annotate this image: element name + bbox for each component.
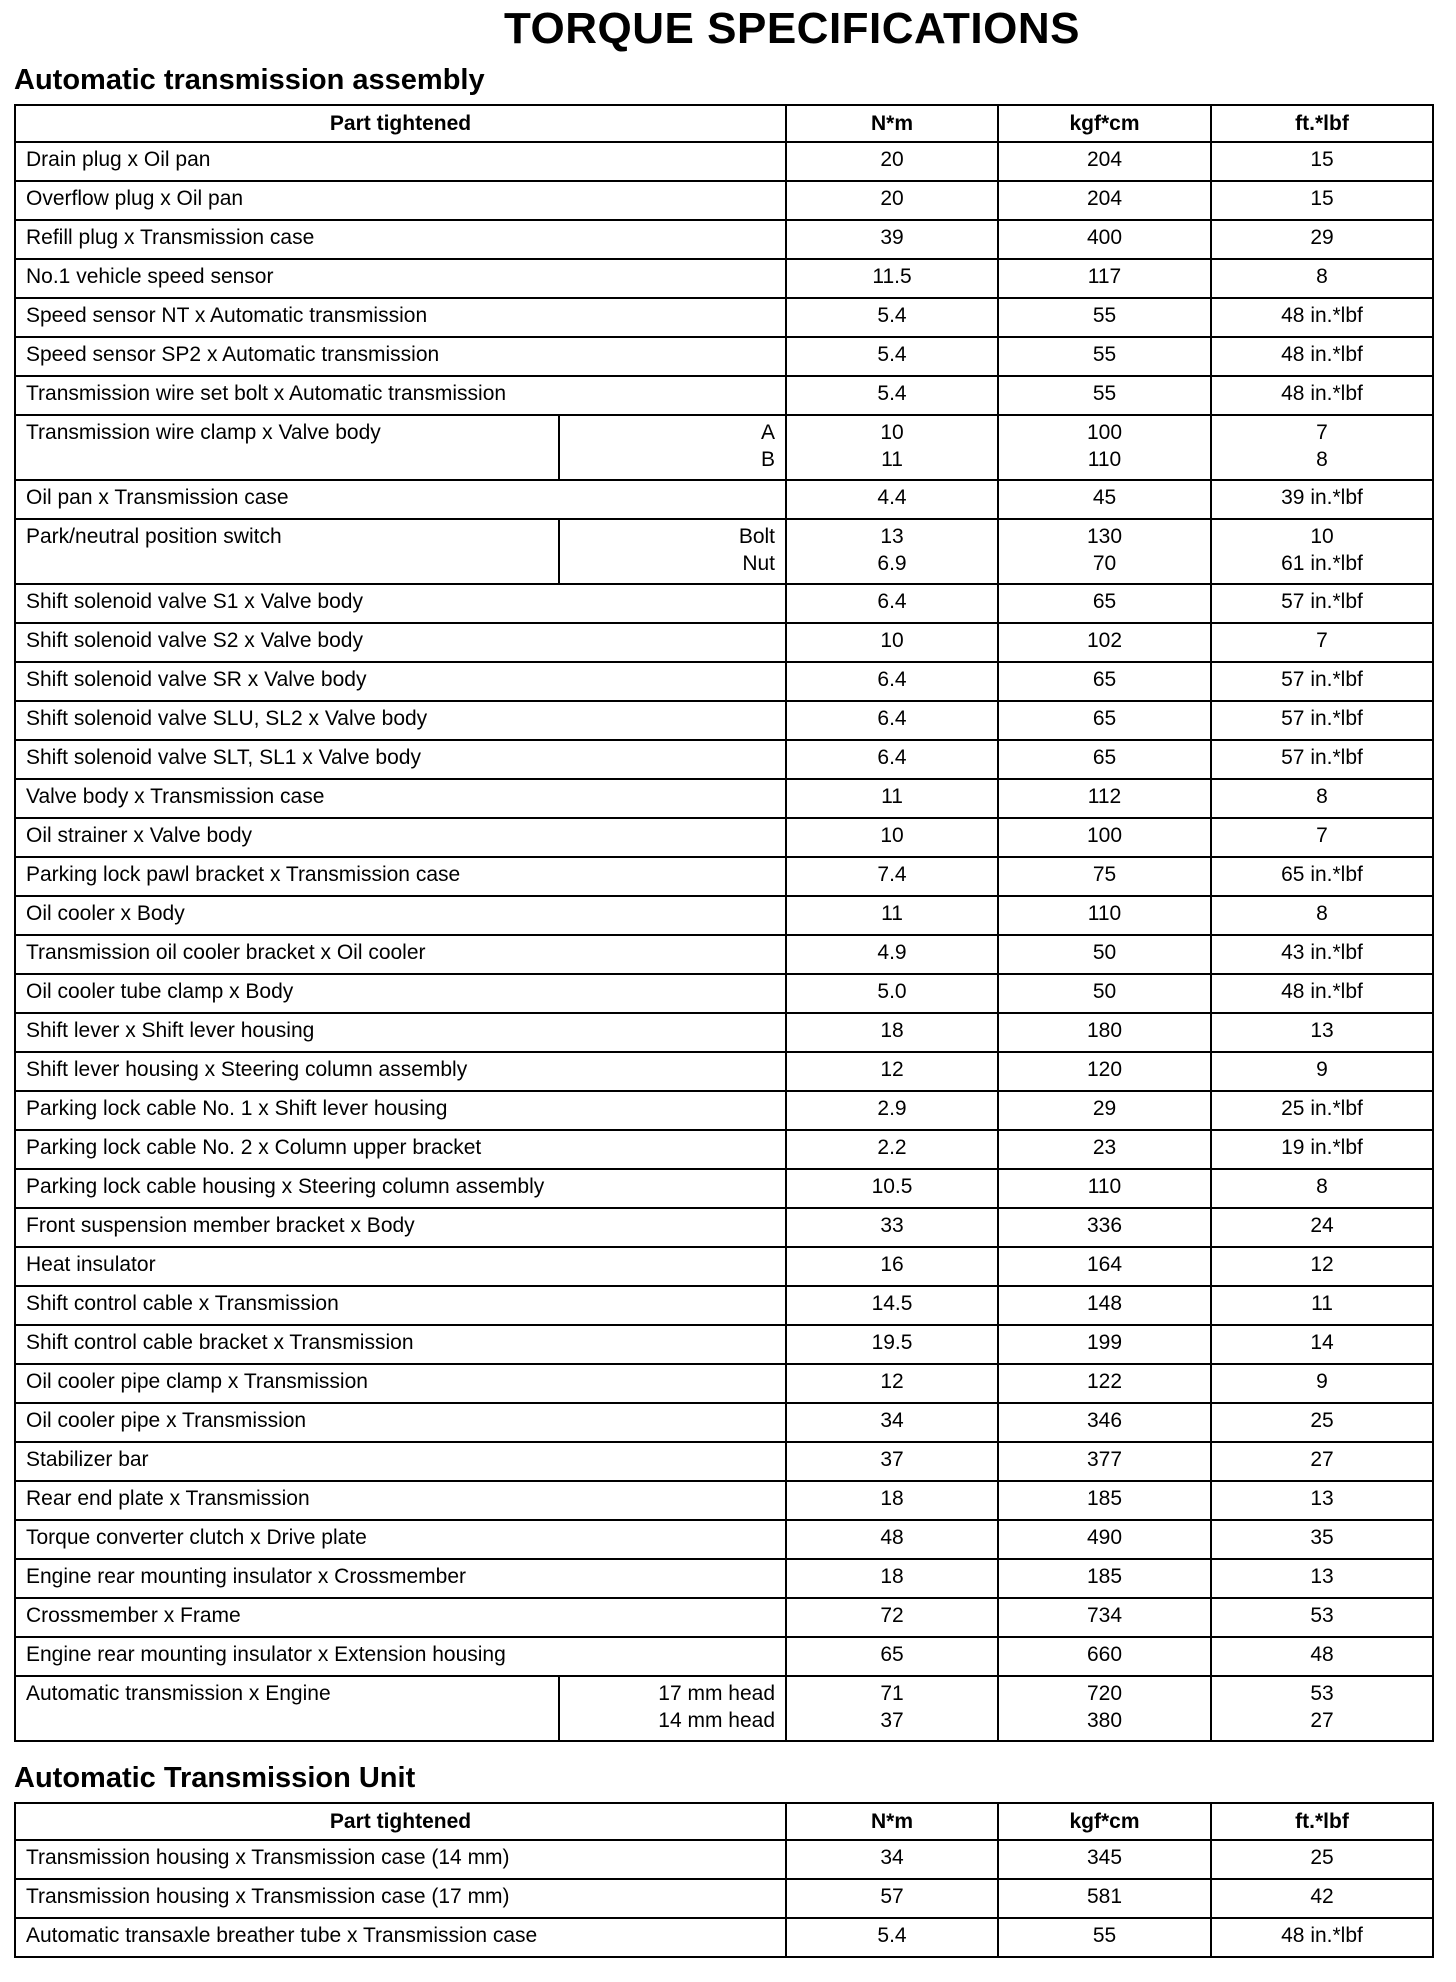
table-row (15, 1598, 1433, 1637)
kgf-cell: 50 (998, 974, 1211, 1013)
nm-cell: 72 (786, 1598, 998, 1637)
ft-cell: 8 (1211, 896, 1433, 935)
sub-part-label: B (760, 448, 775, 471)
ft-value: 27 (1310, 1709, 1334, 1732)
part-cell: Engine rear mounting insulator x Extension housing (15, 1637, 786, 1676)
ft-cell: 48 (1211, 1637, 1433, 1676)
table-row (15, 1052, 1433, 1091)
part-cell: Shift solenoid valve S2 x Valve body (15, 623, 786, 662)
header-ft: ft.*lbf (1211, 105, 1433, 142)
kgf-value: 110 (1087, 448, 1122, 471)
kgf-value: 720 (1086, 1682, 1123, 1705)
nm-cell: 11 (786, 779, 998, 818)
part-cell: Parking lock pawl bracket x Transmission case (15, 857, 786, 896)
nm-cell: 2.9 (786, 1091, 998, 1130)
nm-value: 10 (880, 421, 904, 444)
nm-cell: 19.5 (786, 1325, 998, 1364)
table-row (15, 519, 1433, 584)
ft-cell: 57 in.*lbf (1211, 584, 1433, 623)
header-part: Part tightened (15, 105, 786, 142)
ft-cell: 8 (1211, 1169, 1433, 1208)
kgf-value: 380 (1086, 1709, 1123, 1732)
ft-cell: 39 in.*lbf (1211, 480, 1433, 519)
ft-cell: 19 in.*lbf (1211, 1130, 1433, 1169)
ft-cell: 42 (1211, 1879, 1433, 1918)
kgf-cell: 204 (998, 181, 1211, 220)
kgf-cell: 660 (998, 1637, 1211, 1676)
ft-cell: 57 in.*lbf (1211, 740, 1433, 779)
ft-cell: 7 (1211, 623, 1433, 662)
ft-cell: 48 in.*lbf (1211, 1918, 1433, 1957)
nm-cell: 6.4 (786, 740, 998, 779)
part-cell: Torque converter clutch x Drive plate (15, 1520, 786, 1559)
table-row (15, 220, 1433, 259)
sub-part-cell (559, 1676, 786, 1741)
part-cell: Shift lever housing x Steering column assembly (15, 1052, 786, 1091)
header-nm: N*m (786, 1803, 998, 1840)
table-row (15, 1169, 1433, 1208)
nm-cell: 39 (786, 220, 998, 259)
table-row (15, 896, 1433, 935)
ft-value: 8 (1316, 448, 1328, 471)
table-row (15, 584, 1433, 623)
header-kgf: kgf*cm (998, 105, 1211, 142)
kgf-cell: 581 (998, 1879, 1211, 1918)
part-cell: Transmission housing x Transmission case (14 mm) (15, 1840, 786, 1879)
nm-value: 37 (880, 1709, 904, 1732)
part-cell: Rear end plate x Transmission (15, 1481, 786, 1520)
ft-cell: 48 in.*lbf (1211, 298, 1433, 337)
kgf-cell: 29 (998, 1091, 1211, 1130)
ft-cell: 25 (1211, 1403, 1433, 1442)
nm-cell: 34 (786, 1403, 998, 1442)
header-row (15, 1803, 1433, 1840)
part-cell: Drain plug x Oil pan (15, 142, 786, 181)
nm-cell: 12 (786, 1364, 998, 1403)
nm-cell (786, 415, 998, 480)
ft-cell: 13 (1211, 1559, 1433, 1598)
part-cell: Transmission wire set bolt x Automatic transmission (15, 376, 786, 415)
part-cell: Heat insulator (15, 1247, 786, 1286)
kgf-cell: 336 (998, 1208, 1211, 1247)
kgf-cell: 65 (998, 740, 1211, 779)
part-cell: Speed sensor SP2 x Automatic transmission (15, 337, 786, 376)
ft-cell (1211, 519, 1433, 584)
ft-cell: 9 (1211, 1364, 1433, 1403)
table-row (15, 857, 1433, 896)
table-row (15, 181, 1433, 220)
table-row (15, 1879, 1433, 1918)
ft-cell: 57 in.*lbf (1211, 662, 1433, 701)
ft-cell: 12 (1211, 1247, 1433, 1286)
nm-cell: 11.5 (786, 259, 998, 298)
nm-cell (786, 1676, 998, 1741)
table-row (15, 1442, 1433, 1481)
nm-cell: 33 (786, 1208, 998, 1247)
table-row (15, 142, 1433, 181)
part-cell: Shift solenoid valve SLU, SL2 x Valve body (15, 701, 786, 740)
table-row (15, 376, 1433, 415)
page-title: TORQUE SPECIFICATIONS (503, 4, 1081, 53)
kgf-cell: 110 (998, 896, 1211, 935)
table-row (15, 1286, 1433, 1325)
kgf-cell: 148 (998, 1286, 1211, 1325)
part-cell: Transmission oil cooler bracket x Oil cooler (15, 935, 786, 974)
table-row (15, 701, 1433, 740)
ft-cell: 27 (1211, 1442, 1433, 1481)
table-row (15, 1013, 1433, 1052)
ft-cell: 65 in.*lbf (1211, 857, 1433, 896)
part-cell: Oil cooler x Body (15, 896, 786, 935)
table-row (15, 740, 1433, 779)
table-row (15, 480, 1433, 519)
ft-cell: 15 (1211, 181, 1433, 220)
header-nm: N*m (786, 105, 998, 142)
table-row (15, 1840, 1433, 1879)
kgf-cell (998, 415, 1211, 480)
ft-cell: 13 (1211, 1481, 1433, 1520)
kgf-cell: 185 (998, 1481, 1211, 1520)
kgf-cell: 120 (998, 1052, 1211, 1091)
kgf-cell: 346 (998, 1403, 1211, 1442)
nm-cell: 34 (786, 1840, 998, 1879)
nm-cell: 6.4 (786, 701, 998, 740)
nm-cell: 10.5 (786, 1169, 998, 1208)
kgf-value: 100 (1086, 421, 1123, 444)
nm-cell: 14.5 (786, 1286, 998, 1325)
table-row (15, 623, 1433, 662)
torque-table-unit (14, 1802, 1434, 1958)
part-cell: Stabilizer bar (15, 1442, 786, 1481)
table-row (15, 1403, 1433, 1442)
kgf-cell: 75 (998, 857, 1211, 896)
kgf-cell (998, 1676, 1211, 1741)
kgf-cell: 65 (998, 584, 1211, 623)
kgf-cell: 377 (998, 1442, 1211, 1481)
header-part: Part tightened (15, 1803, 786, 1840)
kgf-cell: 164 (998, 1247, 1211, 1286)
kgf-cell: 112 (998, 779, 1211, 818)
part-cell: Parking lock cable No. 1 x Shift lever housing (15, 1091, 786, 1130)
part-cell: Oil cooler pipe clamp x Transmission (15, 1364, 786, 1403)
ft-cell: 25 in.*lbf (1211, 1091, 1433, 1130)
kgf-cell: 100 (998, 818, 1211, 857)
table-row (15, 337, 1433, 376)
kgf-cell: 65 (998, 701, 1211, 740)
nm-value: 71 (880, 1682, 904, 1705)
ft-cell: 57 in.*lbf (1211, 701, 1433, 740)
kgf-cell: 185 (998, 1559, 1211, 1598)
ft-cell: 7 (1211, 818, 1433, 857)
nm-cell: 20 (786, 181, 998, 220)
nm-cell: 11 (786, 896, 998, 935)
part-cell: Crossmember x Frame (15, 1598, 786, 1637)
kgf-cell: 55 (998, 337, 1211, 376)
table-row (15, 818, 1433, 857)
table-row (15, 1325, 1433, 1364)
nm-cell: 18 (786, 1013, 998, 1052)
nm-cell: 12 (786, 1052, 998, 1091)
part-cell: Shift solenoid valve SLT, SL1 x Valve body (15, 740, 786, 779)
nm-cell: 4.9 (786, 935, 998, 974)
ft-cell: 53 (1211, 1598, 1433, 1637)
ft-value: 10 (1310, 525, 1334, 548)
ft-cell: 43 in.*lbf (1211, 935, 1433, 974)
kgf-cell: 180 (998, 1013, 1211, 1052)
table-row (15, 1559, 1433, 1598)
sub-part-label: Nut (742, 552, 775, 575)
table-row (15, 779, 1433, 818)
kgf-cell: 400 (998, 220, 1211, 259)
table-row (15, 1637, 1433, 1676)
kgf-cell: 122 (998, 1364, 1211, 1403)
torque-table-assembly (14, 104, 1434, 1742)
ft-cell: 48 in.*lbf (1211, 337, 1433, 376)
sub-part-cell (559, 415, 786, 480)
nm-cell: 18 (786, 1559, 998, 1598)
ft-cell: 48 in.*lbf (1211, 974, 1433, 1013)
nm-cell: 37 (786, 1442, 998, 1481)
part-cell: No.1 vehicle speed sensor (15, 259, 786, 298)
nm-value: 13 (880, 525, 904, 548)
nm-cell: 2.2 (786, 1130, 998, 1169)
ft-cell: 48 in.*lbf (1211, 376, 1433, 415)
part-cell: Transmission housing x Transmission case (17 mm) (15, 1879, 786, 1918)
part-cell: Oil pan x Transmission case (15, 480, 786, 519)
ft-cell (1211, 415, 1433, 480)
nm-cell: 10 (786, 818, 998, 857)
nm-cell: 20 (786, 142, 998, 181)
ft-cell: 24 (1211, 1208, 1433, 1247)
section-title-unit: Automatic Transmission Unit (14, 1762, 416, 1794)
nm-cell: 5.0 (786, 974, 998, 1013)
nm-cell: 7.4 (786, 857, 998, 896)
sub-part-label: A (760, 421, 775, 444)
table-row (15, 974, 1433, 1013)
nm-cell: 5.4 (786, 1918, 998, 1957)
nm-cell: 6.4 (786, 662, 998, 701)
ft-cell: 35 (1211, 1520, 1433, 1559)
table-row (15, 1247, 1433, 1286)
kgf-cell: 55 (998, 298, 1211, 337)
kgf-cell: 55 (998, 376, 1211, 415)
part-cell: Parking lock cable No. 2 x Column upper bracket (15, 1130, 786, 1169)
nm-cell: 18 (786, 1481, 998, 1520)
nm-cell: 5.4 (786, 376, 998, 415)
table-row (15, 1918, 1433, 1957)
nm-cell: 6.4 (786, 584, 998, 623)
part-cell: Shift control cable bracket x Transmission (15, 1325, 786, 1364)
part-cell: Overflow plug x Oil pan (15, 181, 786, 220)
kgf-cell: 23 (998, 1130, 1211, 1169)
ft-value: 7 (1316, 421, 1328, 444)
sub-part-cell (559, 519, 786, 584)
part-cell: Refill plug x Transmission case (15, 220, 786, 259)
ft-cell: 11 (1211, 1286, 1433, 1325)
table-row (15, 1130, 1433, 1169)
ft-value: 61 in.*lbf (1281, 552, 1363, 575)
part-cell: Valve body x Transmission case (15, 779, 786, 818)
table-row (15, 1520, 1433, 1559)
ft-cell: 8 (1211, 259, 1433, 298)
part-cell: Automatic transmission x Engine (15, 1676, 559, 1741)
kgf-cell: 490 (998, 1520, 1211, 1559)
part-cell: Engine rear mounting insulator x Crossmember (15, 1559, 786, 1598)
nm-cell: 5.4 (786, 298, 998, 337)
kgf-cell: 117 (998, 259, 1211, 298)
table-row (15, 1676, 1433, 1741)
section-title-assembly: Automatic transmission assembly (14, 64, 485, 96)
part-cell: Automatic transaxle breather tube x Transmission case (15, 1918, 786, 1957)
kgf-cell: 734 (998, 1598, 1211, 1637)
nm-cell: 4.4 (786, 480, 998, 519)
kgf-cell: 345 (998, 1840, 1211, 1879)
part-cell: Parking lock cable housing x Steering column assembly (15, 1169, 786, 1208)
ft-cell: 25 (1211, 1840, 1433, 1879)
table-row (15, 298, 1433, 337)
table-row (15, 1481, 1433, 1520)
ft-cell: 15 (1211, 142, 1433, 181)
ft-cell: 29 (1211, 220, 1433, 259)
kgf-cell: 199 (998, 1325, 1211, 1364)
ft-cell: 8 (1211, 779, 1433, 818)
kgf-cell: 110 (998, 1169, 1211, 1208)
nm-cell: 48 (786, 1520, 998, 1559)
ft-cell (1211, 1676, 1433, 1741)
kgf-cell: 102 (998, 623, 1211, 662)
part-cell: Shift lever x Shift lever housing (15, 1013, 786, 1052)
part-cell: Shift solenoid valve S1 x Valve body (15, 584, 786, 623)
kgf-cell: 55 (998, 1918, 1211, 1957)
kgf-cell: 204 (998, 142, 1211, 181)
sub-part-label: 17 mm head (658, 1682, 775, 1705)
part-cell: Shift control cable x Transmission (15, 1286, 786, 1325)
sub-part-label: 14 mm head (658, 1709, 775, 1732)
nm-cell: 5.4 (786, 337, 998, 376)
part-cell: Front suspension member bracket x Body (15, 1208, 786, 1247)
table-row (15, 259, 1433, 298)
nm-cell: 57 (786, 1879, 998, 1918)
table-row (15, 935, 1433, 974)
ft-value: 53 (1310, 1682, 1334, 1705)
ft-cell: 14 (1211, 1325, 1433, 1364)
part-cell: Park/neutral position switch (15, 519, 559, 584)
ft-cell: 13 (1211, 1013, 1433, 1052)
sub-part-label: Bolt (738, 525, 775, 548)
part-cell: Transmission wire clamp x Valve body (15, 415, 559, 480)
header-row (15, 105, 1433, 142)
table-row (15, 1364, 1433, 1403)
kgf-value: 70 (1092, 552, 1117, 575)
kgf-cell (998, 519, 1211, 584)
kgf-cell: 45 (998, 480, 1211, 519)
header-kgf: kgf*cm (998, 1803, 1211, 1840)
part-cell: Oil cooler tube clamp x Body (15, 974, 786, 1013)
table-row (15, 1208, 1433, 1247)
kgf-cell: 65 (998, 662, 1211, 701)
ft-cell: 9 (1211, 1052, 1433, 1091)
table-row (15, 415, 1433, 480)
nm-cell: 16 (786, 1247, 998, 1286)
kgf-value: 130 (1086, 525, 1123, 548)
part-cell: Shift solenoid valve SR x Valve body (15, 662, 786, 701)
kgf-cell: 50 (998, 935, 1211, 974)
nm-cell: 10 (786, 623, 998, 662)
nm-value: 11 (881, 448, 903, 471)
part-cell: Oil cooler pipe x Transmission (15, 1403, 786, 1442)
table-row (15, 662, 1433, 701)
table-row (15, 1091, 1433, 1130)
nm-value: 6.9 (877, 552, 907, 575)
nm-cell: 65 (786, 1637, 998, 1676)
part-cell: Speed sensor NT x Automatic transmission (15, 298, 786, 337)
nm-cell (786, 519, 998, 584)
header-ft: ft.*lbf (1211, 1803, 1433, 1840)
part-cell: Oil strainer x Valve body (15, 818, 786, 857)
